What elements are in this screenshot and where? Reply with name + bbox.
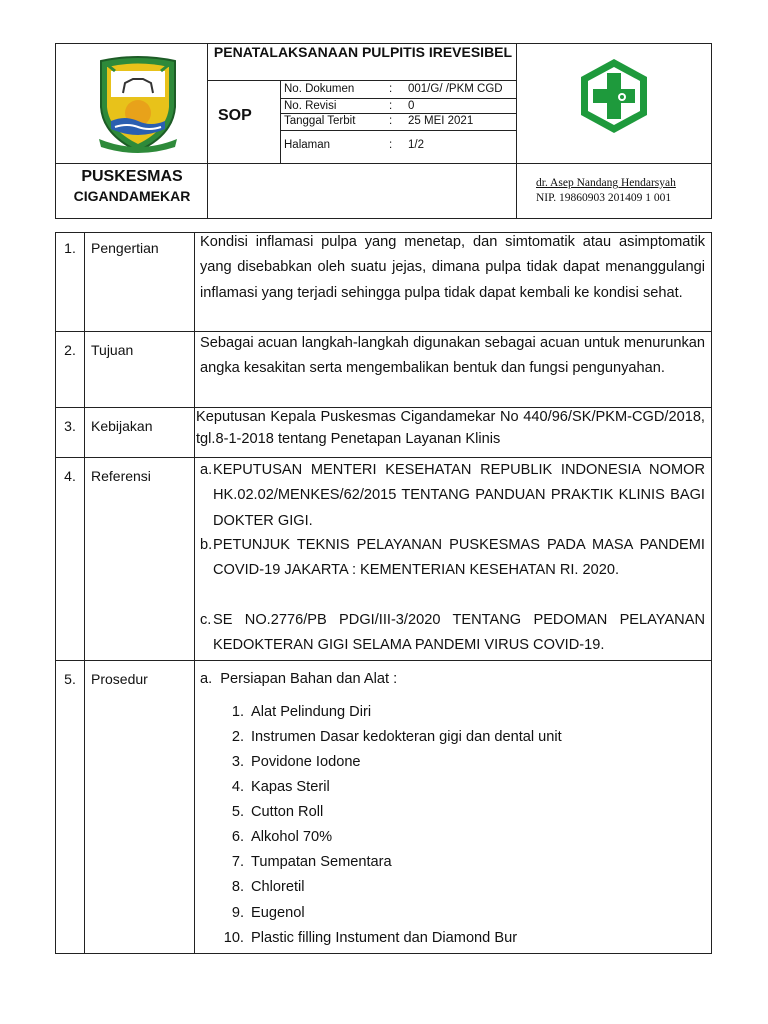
puskesmas-logo	[578, 57, 650, 135]
list-item-number: 4.	[231, 779, 244, 795]
list-item-text: Chloretil	[251, 879, 305, 895]
org-location: CIGANDAMEKAR	[73, 188, 191, 204]
list-item-number: 6.	[231, 829, 244, 845]
list-item	[220, 804, 323, 820]
list-item-text: Povidone Iodone	[251, 754, 361, 770]
list-item-text: Tumpatan Sementara	[251, 854, 392, 870]
list-item-text: Plastic filling Instument dan Diamond Bur	[251, 930, 518, 946]
tujuan-text: Sebagai acuan langkah-langkah digunakan sebagai acuan untuk menurunkan angka kesakitan serta mengembalikan bentuk dan fungsi pengunyahan.	[200, 335, 705, 376]
reference-marker: a.	[200, 462, 213, 478]
list-item	[220, 704, 371, 720]
list-item-number: 10.	[223, 930, 244, 946]
list-item-text: Cutton Roll	[251, 804, 324, 820]
meta-separator: :	[389, 100, 393, 112]
list-item	[220, 729, 562, 745]
meta-label-no-revisi: No. Revisi	[284, 100, 337, 112]
reference-text: PETUNJUK TEKNIS PELAYANAN PUSKESMAS PADA MASA PANDEMI COVID-19 JAKARTA : KEMENTERIAN KESEHATAN RI. 2020.	[213, 537, 705, 579]
reference-marker: c.	[200, 612, 212, 628]
list-item-number: 3.	[231, 754, 244, 770]
list-item	[220, 879, 305, 895]
row-number: 4.	[64, 468, 76, 484]
reference-text: KEPUTUSAN MENTERI KESEHATAN REPUBLIK INDONESIA NOMOR HK.02.02/MENKES/62/2015 TENTANG PANDUAN PRAKTIK KLINIS BAGI DOKTER GIGI.	[213, 462, 705, 529]
row-label-referensi: Referensi	[91, 468, 151, 484]
meta-value-no-dokumen: 001/G/ /PKM CGD	[408, 83, 503, 95]
list-item-number: 8.	[231, 879, 244, 895]
row-number: 5.	[64, 671, 76, 687]
meta-separator: :	[389, 115, 393, 127]
signatory-nip: NIP. 19860903 201409 1 001	[536, 192, 672, 204]
list-item	[220, 905, 305, 921]
row-label-prosedur: Prosedur	[91, 671, 148, 687]
list-item-text: Eugenol	[251, 905, 305, 921]
reference-marker: b.	[200, 537, 213, 553]
list-item-text: Alat Pelindung Diri	[251, 704, 372, 720]
list-item	[220, 854, 392, 870]
document-title: PENATALAKSANAAN PULPITIS IREVESIBEL	[213, 44, 513, 60]
row-number: 3.	[64, 418, 76, 434]
list-item-text: Alkohol 70%	[251, 829, 333, 845]
list-item-number: 2.	[231, 729, 244, 745]
signatory-name: dr. Asep Nandang Hendarsyah	[536, 177, 676, 189]
row-label-pengertian: Pengertian	[91, 240, 159, 256]
row-label-kebijakan: Kebijakan	[91, 418, 153, 434]
sop-label: SOP	[218, 107, 252, 124]
kebijakan-text: Keputusan Kepala Puskesmas Cigandamekar No 440/96/SK/PKM-CGD/2018, tgl.8-1-2018 tentang Penetapan Layanan Klinis	[196, 409, 705, 447]
reference-text: SE NO.2776/PB PDGI/III-3/2020 TENTANG PEDOMAN PELAYANAN KEDOKTERAN GIGI SELAMA PANDEMI VIRUS COVID-19.	[213, 612, 705, 654]
row-label-tujuan: Tujuan	[91, 342, 134, 358]
meta-label-halaman: Halaman	[284, 139, 331, 151]
list-item	[220, 754, 361, 770]
list-item	[220, 779, 330, 795]
meta-separator: :	[389, 139, 393, 151]
list-item-text: Kapas Steril	[251, 779, 330, 795]
list-item	[220, 829, 332, 845]
meta-value-tanggal-terbit: 25 MEI 2021	[408, 115, 474, 127]
list-item-text: Instrumen Dasar kedokteran gigi dan dental unit	[251, 729, 562, 745]
row-number: 2.	[64, 342, 76, 358]
org-name: PUSKESMAS	[81, 168, 183, 185]
meta-value-no-revisi: 0	[408, 100, 415, 112]
meta-label-tanggal-terbit: Tanggal Terbit	[284, 115, 356, 127]
meta-label-no-dokumen: No. Dokumen	[284, 83, 355, 95]
pengertian-text: Kondisi inflamasi pulpa yang menetap, dan simtomatik atau asimptomatik yang disebabkan oleh suatu jejas, dimana pulpa tidak dapat menanggulangi inflamasi yang terjadi sehingga pulpa tidak dapat kembali ke kondisi sehat.	[200, 234, 705, 301]
meta-separator: :	[389, 83, 393, 95]
list-item-number: 9.	[231, 905, 244, 921]
list-item-number: 1.	[231, 704, 244, 720]
list-item	[220, 930, 517, 946]
prosedur-subheading: a. Persiapan Bahan dan Alat :	[200, 671, 398, 687]
list-item-number: 5.	[231, 804, 244, 820]
list-item-number: 7.	[231, 854, 244, 870]
regency-crest-logo	[95, 55, 181, 155]
row-number: 1.	[64, 240, 76, 256]
meta-value-halaman: 1/2	[408, 139, 424, 151]
